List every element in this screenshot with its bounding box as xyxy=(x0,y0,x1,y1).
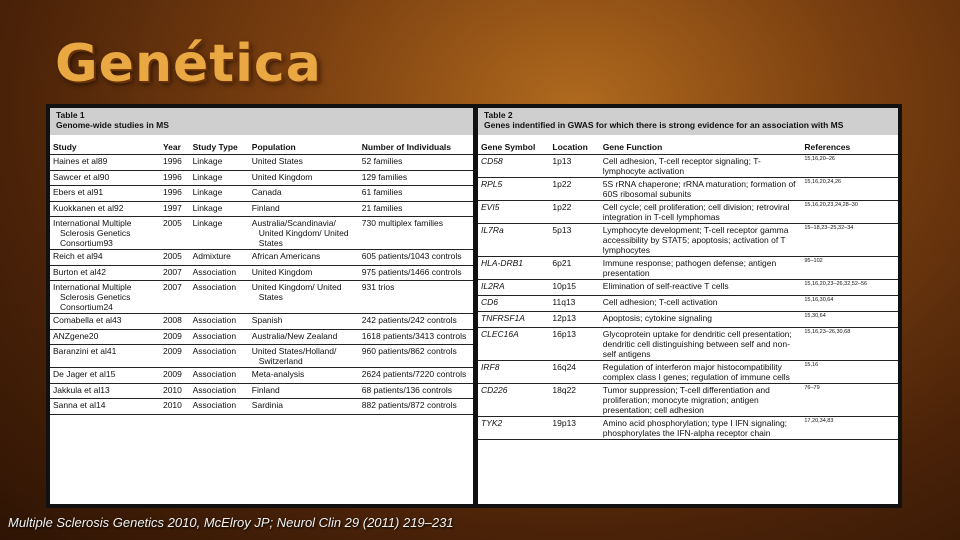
table1-header-cell: Population xyxy=(249,135,359,155)
table2-header-cell: Location xyxy=(549,135,599,155)
table1-cell: Association xyxy=(190,314,249,330)
table2-header-cell: Gene Function xyxy=(600,135,802,155)
table2-cell: 12p13 xyxy=(549,312,599,328)
table2-cell: 18q22 xyxy=(549,384,599,417)
table1-header-cell: Study Type xyxy=(190,135,249,155)
table-row xyxy=(50,201,473,217)
table-row xyxy=(478,296,898,312)
table1-cell: 1996 xyxy=(160,155,190,171)
table1-cell: United States xyxy=(249,155,359,171)
table2-cell: 15,16,20,24,26 xyxy=(801,178,898,201)
table1-panel xyxy=(50,108,473,504)
table2-cell: 15,16,20,23,24,28–30 xyxy=(801,201,898,224)
table1-cell: 882 patients/872 controls xyxy=(359,399,473,415)
table-row xyxy=(478,155,898,178)
table1-cell: United Kingdom xyxy=(249,265,359,281)
table2-cell: CD226 xyxy=(478,384,549,417)
table1-cell: 129 families xyxy=(359,170,473,186)
table1-cell: Admixture xyxy=(190,250,249,266)
table-row xyxy=(478,361,898,384)
table-row xyxy=(50,217,473,250)
table1-cell: Kuokkanen et al92 xyxy=(50,201,160,217)
table-row xyxy=(50,186,473,202)
table1-cell: 2007 xyxy=(160,265,190,281)
table1-header-cell: Year xyxy=(160,135,190,155)
table2-cell: Tumor suppression; T-cell differentiation and proliferation; monocyte migration; antigen presentation; cell adhesion xyxy=(600,384,802,417)
table-row xyxy=(50,383,473,399)
table1-cell: 21 families xyxy=(359,201,473,217)
table1-cell: Association xyxy=(190,383,249,399)
table1-cell: International Multiple Sclerosis Genetics Consortium24 xyxy=(50,281,160,314)
table1-header-cell: Number of Individuals xyxy=(359,135,473,155)
table2-header-cell: References xyxy=(801,135,898,155)
table-row xyxy=(478,257,898,280)
table-row xyxy=(50,250,473,266)
table1-cell: Sardinia xyxy=(249,399,359,415)
table2-label: Table 2 xyxy=(484,110,513,120)
table2-caption: Genes indentified in GWAS for which there is strong evidence for an association with MS xyxy=(484,120,844,130)
table1-cell: Spanish xyxy=(249,314,359,330)
table2-cell: 15,16,23–26,30,68 xyxy=(801,328,898,361)
table2-cell: IRF8 xyxy=(478,361,549,384)
table2-cell: 1p13 xyxy=(549,155,599,178)
table2-cell: RPL5 xyxy=(478,178,549,201)
table2-cell: Regulation of interferon major histocompatibility complex class I genes; regulation of immune cells xyxy=(600,361,802,384)
table1 xyxy=(50,135,473,415)
table2-cell: Cell adhesion; T-cell activation xyxy=(600,296,802,312)
table1-cell: Finland xyxy=(249,383,359,399)
table-row xyxy=(478,384,898,417)
table1-label: Table 1 xyxy=(56,110,85,120)
table-row xyxy=(50,170,473,186)
table1-cell: United Kingdom xyxy=(249,170,359,186)
table2-cell: IL2RA xyxy=(478,280,549,296)
table1-cell: Reich et al94 xyxy=(50,250,160,266)
table-row xyxy=(50,314,473,330)
table1-cell: Association xyxy=(190,345,249,368)
table2-cell: CD58 xyxy=(478,155,549,178)
table2-cell: 5p13 xyxy=(549,224,599,257)
table-row xyxy=(50,368,473,384)
table1-cell: Australia/New Zealand xyxy=(249,329,359,345)
table1-cell: 2009 xyxy=(160,345,190,368)
table1-cell: Sanna et al14 xyxy=(50,399,160,415)
table1-cell: 61 families xyxy=(359,186,473,202)
table1-cell: Jakkula et al13 xyxy=(50,383,160,399)
table1-cell: Haines et al89 xyxy=(50,155,160,171)
table1-cell: ANZgene20 xyxy=(50,329,160,345)
table1-cell: 68 patients/136 controls xyxy=(359,383,473,399)
table1-cell: Linkage xyxy=(190,155,249,171)
table1-cell: 2010 xyxy=(160,399,190,415)
table1-cell: 1997 xyxy=(160,201,190,217)
table1-cell: 52 families xyxy=(359,155,473,171)
table2-cell: Apoptosis; cytokine signaling xyxy=(600,312,802,328)
table1-cell: Association xyxy=(190,329,249,345)
table1-cell: 1996 xyxy=(160,186,190,202)
table-row xyxy=(478,417,898,440)
table1-cell: Association xyxy=(190,281,249,314)
table1-cell: Baranzini et al41 xyxy=(50,345,160,368)
table1-header-cell: Study xyxy=(50,135,160,155)
table1-cell: Association xyxy=(190,399,249,415)
table1-cell: Australia/Scandinavia/ United Kingdom/ United States xyxy=(249,217,359,250)
table1-cell: 1996 xyxy=(160,170,190,186)
table1-cell: 730 multiplex families xyxy=(359,217,473,250)
table1-cell: Association xyxy=(190,368,249,384)
table1-cell: Linkage xyxy=(190,217,249,250)
citation: Multiple Sclerosis Genetics 2010, McElroy JP; Neurol Clin 29 (2011) 219–231 xyxy=(8,515,454,530)
table1-cell: Ebers et al91 xyxy=(50,186,160,202)
table2-cell: 10p15 xyxy=(549,280,599,296)
table2-cell: Elimination of self-reactive T cells xyxy=(600,280,802,296)
table1-cell: 1618 patients/3413 controls xyxy=(359,329,473,345)
table1-cell: 2009 xyxy=(160,368,190,384)
table1-caption: Genome-wide studies in MS xyxy=(56,120,169,130)
table-row xyxy=(50,265,473,281)
table2-cell: Cell adhesion, T-cell receptor signaling; T-lymphocyte activation xyxy=(600,155,802,178)
table2-cell: Cell cycle; cell proliferation; cell division; retroviral integration in T-cell lymphomas xyxy=(600,201,802,224)
table2-cell: 15–18,23–25,32–34 xyxy=(801,224,898,257)
table-row xyxy=(478,312,898,328)
table1-cell: De Jager et al15 xyxy=(50,368,160,384)
table-row xyxy=(50,399,473,415)
table2-cell: 76–79 xyxy=(801,384,898,417)
table1-cell: 605 patients/1043 controls xyxy=(359,250,473,266)
table1-cell: 2007 xyxy=(160,281,190,314)
table2-cell: 17,20,34,83 xyxy=(801,417,898,440)
table1-cell: International Multiple Sclerosis Genetics Consortium93 xyxy=(50,217,160,250)
table2-caption-block xyxy=(478,108,898,135)
table1-cell: 242 patients/242 controls xyxy=(359,314,473,330)
table2-cell: 6p21 xyxy=(549,257,599,280)
table1-cell: African Americans xyxy=(249,250,359,266)
table1-cell: 2010 xyxy=(160,383,190,399)
table2-cell: TYK2 xyxy=(478,417,549,440)
table1-cell: Burton et al42 xyxy=(50,265,160,281)
table-row xyxy=(50,155,473,171)
table2-cell: 16q24 xyxy=(549,361,599,384)
table2-header-cell: Gene Symbol xyxy=(478,135,549,155)
table-row xyxy=(478,280,898,296)
table2-cell: HLA-DRB1 xyxy=(478,257,549,280)
table2-cell: 15,30,64 xyxy=(801,312,898,328)
table2-cell: 15,16,30,64 xyxy=(801,296,898,312)
table1-cell: Linkage xyxy=(190,201,249,217)
table1-cell: Association xyxy=(190,265,249,281)
table2-cell: TNFRSF1A xyxy=(478,312,549,328)
table1-cell: 960 patients/862 controls xyxy=(359,345,473,368)
table1-cell: Finland xyxy=(249,201,359,217)
table2-cell: Lymphocyte development; T-cell receptor gamma accessibility by STAT5; apoptosis; activation of T lymphocytes xyxy=(600,224,802,257)
table1-cell: 2005 xyxy=(160,217,190,250)
table2-cell: CD6 xyxy=(478,296,549,312)
table2-cell: 5S rRNA chaperone; rRNA maturation; formation of 60S ribosomal subunits xyxy=(600,178,802,201)
table-row xyxy=(478,224,898,257)
table-row xyxy=(50,281,473,314)
table2-cell: 16p13 xyxy=(549,328,599,361)
table1-caption-block xyxy=(50,108,473,135)
table2-cell: 1p22 xyxy=(549,201,599,224)
table2-cell: EVI5 xyxy=(478,201,549,224)
table2-cell: Amino acid phosphorylation; type I IFN signaling; phosphorylates the IFN-alpha receptor chain xyxy=(600,417,802,440)
table-row xyxy=(50,345,473,368)
table2-panel xyxy=(478,108,898,504)
table1-cell: Comabella et al43 xyxy=(50,314,160,330)
table-row xyxy=(478,178,898,201)
table2-cell: CLEC16A xyxy=(478,328,549,361)
table1-cell: 2009 xyxy=(160,329,190,345)
table2-cell: 95–102 xyxy=(801,257,898,280)
table1-cell: United Kingdom/ United States xyxy=(249,281,359,314)
table1-cell: 2008 xyxy=(160,314,190,330)
table-row xyxy=(478,328,898,361)
slide-title: Genética xyxy=(55,34,322,94)
table1-cell: 931 trios xyxy=(359,281,473,314)
table2-cell: 15,16,20–26 xyxy=(801,155,898,178)
table2 xyxy=(478,135,898,440)
table-row xyxy=(50,329,473,345)
table1-cell: 2005 xyxy=(160,250,190,266)
table1-cell: Canada xyxy=(249,186,359,202)
table1-cell: Meta-analysis xyxy=(249,368,359,384)
table1-cell: Linkage xyxy=(190,186,249,202)
table2-cell: 15,16 xyxy=(801,361,898,384)
table1-cell: Sawcer et al90 xyxy=(50,170,160,186)
table2-cell: 11q13 xyxy=(549,296,599,312)
table2-cell: Glycoprotein uptake for dendritic cell presentation; dendritic cell distinguishing between self and non-self antigens xyxy=(600,328,802,361)
table2-cell: 15,16,20,23–26,32,52–56 xyxy=(801,280,898,296)
table1-cell: 2624 patients/7220 controls xyxy=(359,368,473,384)
table2-cell: 19p13 xyxy=(549,417,599,440)
table2-cell: Immune response; pathogen defense; antigen presentation xyxy=(600,257,802,280)
table1-cell: Linkage xyxy=(190,170,249,186)
table2-cell: 1p22 xyxy=(549,178,599,201)
table-row xyxy=(478,201,898,224)
table1-cell: United States/Holland/ Switzerland xyxy=(249,345,359,368)
table1-cell: 975 patients/1466 controls xyxy=(359,265,473,281)
table2-cell: IL7Ra xyxy=(478,224,549,257)
